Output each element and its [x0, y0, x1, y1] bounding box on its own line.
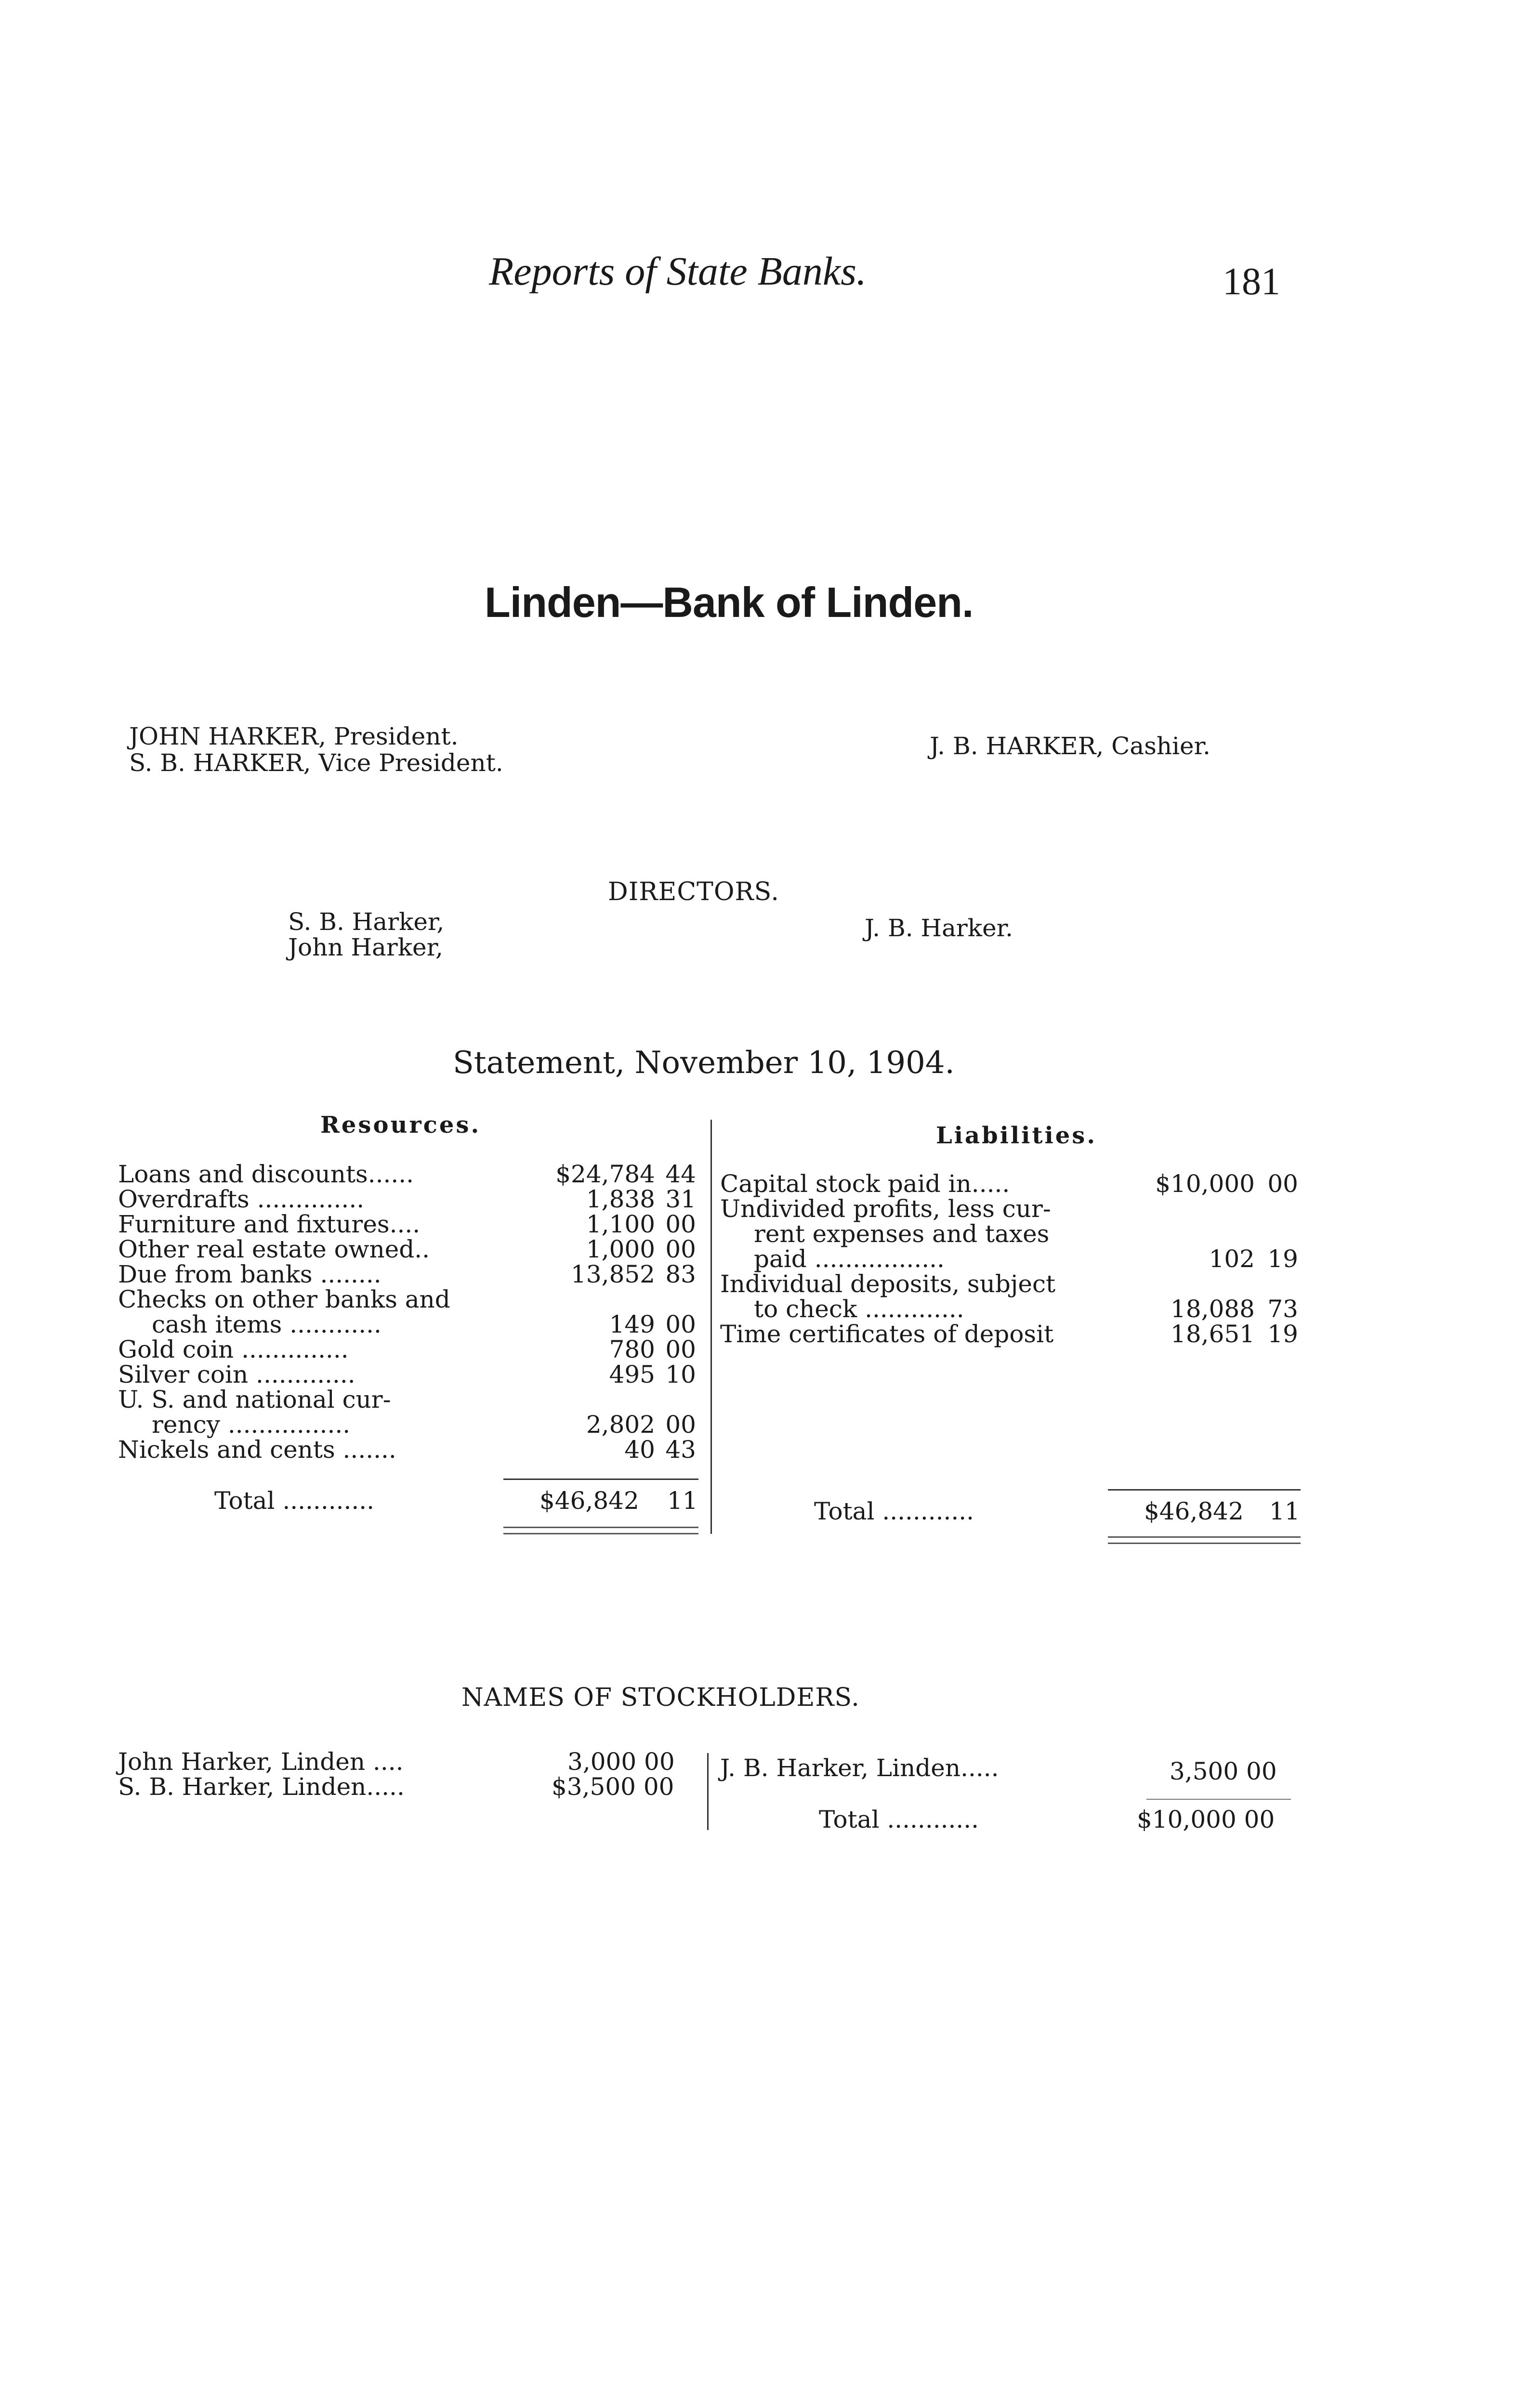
- stockholder-name: S. B. Harker, Linden.....: [118, 1773, 405, 1801]
- director-name: S. B. Harker,: [288, 908, 445, 936]
- liability-cents: 00: [1267, 1170, 1298, 1198]
- resource-amount: 780: [609, 1335, 655, 1363]
- liability-line: Capital stock paid in.....: [720, 1170, 1010, 1198]
- resources-total-amount: $46,842: [539, 1487, 639, 1515]
- stockholder-amount: $3,500 00: [552, 1773, 674, 1801]
- resource-line: Other real estate owned..: [118, 1235, 430, 1263]
- liability-line: Individual deposits, subject: [720, 1270, 1056, 1298]
- resource-cents: 00: [665, 1310, 696, 1338]
- directors-heading: DIRECTORS.: [608, 877, 779, 906]
- liability-line: Undivided profits, less cur-: [720, 1195, 1051, 1223]
- resource-amount: 495: [609, 1361, 655, 1388]
- officer-cashier: J. B. HARKER, Cashier.: [930, 732, 1210, 760]
- liabilities-total-cents: 11: [1269, 1497, 1300, 1525]
- liabilities-total-rule: [1108, 1489, 1301, 1491]
- stockholders-divider: [707, 1753, 709, 1830]
- resources-double-rule: [503, 1527, 698, 1534]
- resource-line: Furniture and fixtures....: [118, 1210, 421, 1238]
- statement-heading: Statement, November 10, 1904.: [453, 1045, 955, 1081]
- resources-total-label: Total ............: [214, 1487, 375, 1515]
- stockholder-amount: 3,000 00: [567, 1748, 675, 1776]
- page-number: 181: [1223, 261, 1280, 303]
- officer-vice-president: S. B. HARKER, Vice President.: [129, 749, 503, 777]
- liability-amount: 102: [1209, 1245, 1255, 1273]
- liability-line: paid .................: [754, 1245, 945, 1273]
- resources-heading: Resources.: [320, 1112, 481, 1139]
- resource-cents: 00: [665, 1235, 696, 1263]
- resource-cents: 00: [665, 1335, 696, 1363]
- resource-amount: 149: [609, 1310, 655, 1338]
- resource-amount: 2,802: [586, 1411, 655, 1439]
- liability-cents: 73: [1267, 1295, 1298, 1323]
- resource-line: Silver coin .............: [118, 1361, 355, 1388]
- resources-total-cents: 11: [667, 1487, 698, 1515]
- liability-line: rent expenses and taxes: [754, 1220, 1050, 1248]
- resource-line: Loans and discounts......: [118, 1160, 414, 1188]
- liability-line: to check .............: [754, 1295, 964, 1323]
- resource-amount: 1,838: [586, 1185, 655, 1213]
- resource-amount: 1,000: [586, 1235, 655, 1263]
- liabilities-heading: Liabilities.: [936, 1122, 1097, 1149]
- resource-line: rency ................: [152, 1411, 351, 1439]
- running-header-title: Reports of State Banks.: [489, 249, 867, 294]
- resource-cents: 83: [665, 1260, 696, 1288]
- bank-title: Linden—Bank of Linden.: [485, 578, 973, 626]
- stockholders-total-amount: $10,000 00: [1137, 1806, 1275, 1833]
- stockholder-name: J. B. Harker, Linden.....: [720, 1754, 999, 1782]
- resource-line: Nickels and cents .......: [118, 1436, 396, 1464]
- resource-cents: 43: [665, 1436, 696, 1464]
- resource-cents: 10: [665, 1361, 696, 1388]
- resources-table: [118, 1162, 710, 1499]
- resource-amount: 13,852: [571, 1260, 655, 1288]
- stockholders-heading: NAMES OF STOCKHOLDERS.: [461, 1683, 860, 1712]
- liability-line: Time certificates of deposit: [720, 1320, 1054, 1348]
- liability-cents: 19: [1267, 1320, 1298, 1348]
- resource-line: cash items ............: [152, 1310, 382, 1338]
- stockholder-amount: 3,500 00: [1170, 1757, 1277, 1785]
- director-name: John Harker,: [288, 933, 443, 961]
- officer-president: JOHN HARKER, President.: [129, 722, 459, 750]
- liabilities-double-rule: [1108, 1536, 1301, 1544]
- resource-amount: $24,784: [555, 1160, 655, 1188]
- liability-cents: 19: [1267, 1245, 1298, 1273]
- resource-line: Gold coin ..............: [118, 1335, 349, 1363]
- resource-amount: 40: [624, 1436, 655, 1464]
- resource-line: Overdrafts ..............: [118, 1185, 365, 1213]
- liabilities-table: [720, 1171, 1308, 1364]
- resource-line: U. S. and national cur-: [118, 1386, 391, 1413]
- liabilities-total-amount: $46,842: [1144, 1497, 1244, 1525]
- stockholders-total-label: Total ............: [819, 1806, 979, 1833]
- resource-line: Due from banks ........: [118, 1260, 382, 1288]
- director-name: J. B. Harker.: [865, 914, 1013, 942]
- resource-cents: 00: [665, 1411, 696, 1439]
- liability-amount: 18,088: [1171, 1295, 1255, 1323]
- column-divider: [710, 1120, 712, 1534]
- liability-amount: $10,000: [1155, 1170, 1255, 1198]
- resource-line: Checks on other banks and: [118, 1285, 450, 1313]
- resource-cents: 44: [665, 1160, 696, 1188]
- liabilities-total-label: Total ............: [814, 1497, 974, 1525]
- stockholder-name: John Harker, Linden ....: [118, 1748, 404, 1776]
- stockholders-total-rule: [1146, 1799, 1291, 1800]
- resource-cents: 00: [665, 1210, 696, 1238]
- resource-amount: 1,100: [586, 1210, 655, 1238]
- liability-amount: 18,651: [1171, 1320, 1255, 1348]
- resource-cents: 31: [665, 1185, 696, 1213]
- resources-total-rule: [503, 1479, 698, 1480]
